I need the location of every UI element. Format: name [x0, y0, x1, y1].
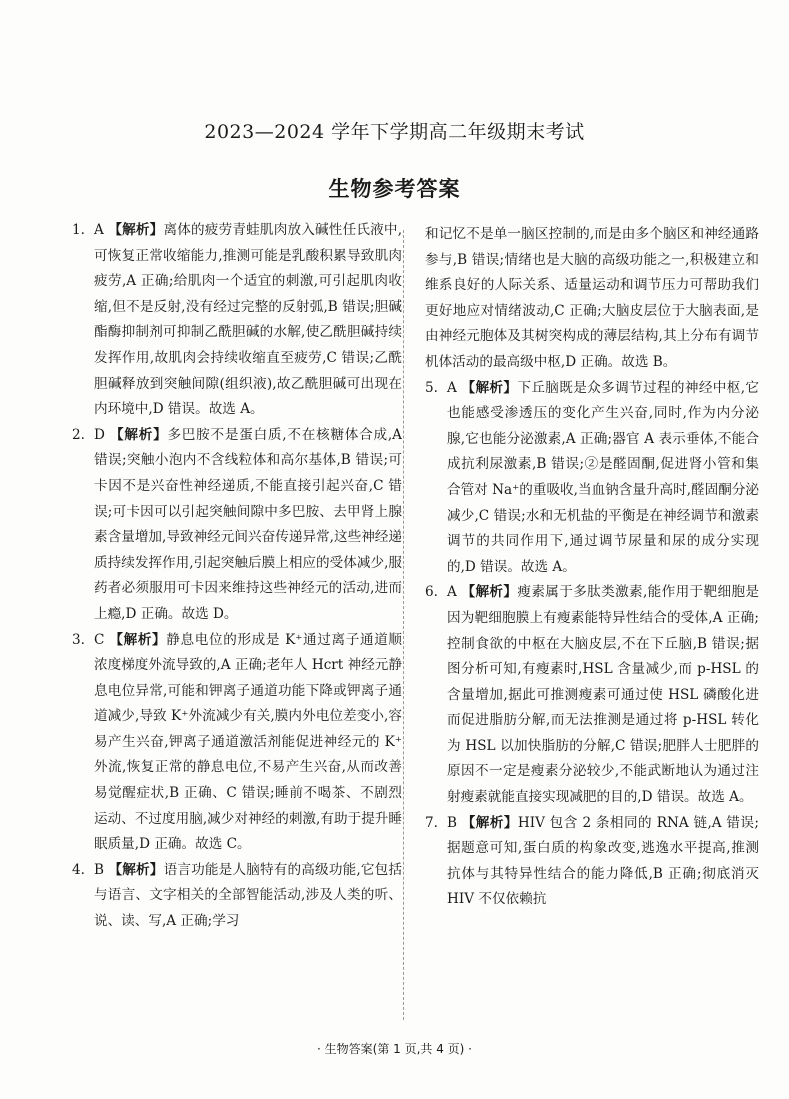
analysis-text: 静息电位的形成是 K⁺通过离子通道顺浓度梯度外流导致的,A 正确;老年人 Hcrt 神经元静息电位异常,可能和钾离子通道功能下降或钾离子通道减少,导致 K⁺外流减少有关,膜内外电位差变小,容易产生兴奋,钾离子通道激活剂能促进神经元的 K⁺外流,恢复正常的静息电位,不易产生兴奋,从而改善易觉醒症状,B 正确、C 错误;睡前不喝茶、不剧烈运动、不过度用脑,减少对神经的刺激,有助于提升睡眠质量,D 正确。故选 C。	[94, 631, 403, 853]
question-item	[72, 423, 402, 628]
question-answer: A	[447, 584, 457, 601]
analysis-tag: 【解析】	[461, 584, 518, 601]
analysis-tag: 【解析】	[108, 861, 164, 878]
analysis-text: HIV 包含 2 条相同的 RNA 链,A 错误;据题意可知,蛋白质的构象改变,逃逸水平提高,推测抗体与其特异性结合的能力降低,B 正确;彻底消灭 HIV 不仅依赖抗	[447, 814, 760, 908]
analysis-tag: 【解析】	[461, 814, 518, 831]
question-item	[72, 858, 402, 935]
analysis-text: 下丘脑既是众多调节过程的神经中枢,它也能感受渗透压的变化产生兴奋,同时,作为内分泌腺,它也能分泌激素,A 正确;器官 A 表示垂体,不能合成抗利尿激素,B 错误;②是醛固酮,促进肾小管和集合管对 Na⁺的重吸收,当血钠含量升高时,醛固酮分泌减少,C 错误;水和无机盐的平衡是在神经调节和激素调节的共同作用下,通过调节尿量和尿的成分实现的,D 错误。故选 A。	[447, 379, 760, 575]
question-item	[72, 628, 402, 858]
question-answer: B	[447, 814, 457, 831]
analysis-text: 多巴胺不是蛋白质,不在核糖体合成,A 错误;突触小泡内不含线粒体和高尔基体,B 错误;可卡因不是兴奋性神经递质,不能直接引起兴奋,C 错误;可卡因可以引起突触间隙中多巴胺、去甲肾上腺素含量增加,导致神经元间兴奋传递异常,这些神经递质持续发挥作用,引起突触后膜上相应的受体减少,服药者必须服用可卡因来维持这些神经元的活动,进而上瘾,D 正确。故选 D。	[94, 426, 403, 622]
question-item	[425, 580, 759, 810]
question-number: 6.	[425, 584, 438, 601]
question-answer: D	[94, 426, 105, 443]
question-number: 7.	[425, 814, 438, 831]
question-answer: A	[94, 222, 104, 238]
answer-key-title: 生物参考答案	[328, 177, 461, 201]
exam-title: 2023—2024 学年下学期高二年级期末考试	[204, 121, 585, 143]
question-number: 3.	[72, 631, 85, 648]
column-divider	[403, 230, 404, 1020]
analysis-text: 语言功能是人脑特有的高级功能,它包括与语言、文字相关的全部智能活动,涉及人类的听、说、读、写,A 正确;学习	[94, 861, 403, 930]
question-answer: A	[447, 379, 457, 396]
left-column	[72, 218, 402, 935]
question-continuation	[425, 222, 759, 376]
analysis-text: 瘦素属于多肽类激素,能作用于靶细胞是因为靶细胞膜上有瘦素能特异性结合的受体,A 正确;控制食欲的中枢在大脑皮层,不在下丘脑,B 错误;据图分析可知,有瘦素时,HSL 含量减少,而 p‑HSL 的含量增加,据此可推测瘦素可通过使 HSL 磷酸化进而促进脂肪分解,而无法推测是通过将 p‑HSL 转化为 HSL 以加快脂肪的分解,C 错误;肥胖人士肥胖的原因不一定是瘦素分泌较少,不能武断地认为通过注射瘦素就能直接实现减肥的目的,D 错误。故选 A。	[447, 584, 759, 806]
question-answer: B	[94, 861, 104, 878]
analysis-tag: 【解析】	[110, 426, 168, 443]
question-number: 4.	[72, 861, 85, 878]
question-item	[72, 218, 402, 423]
question-number: 2.	[72, 426, 85, 443]
analysis-tag: 【解析】	[109, 631, 167, 648]
question-item	[425, 376, 759, 581]
question-item	[425, 811, 759, 913]
question-number: 1.	[72, 222, 85, 238]
analysis-tag: 【解析】	[108, 222, 164, 238]
right-column	[425, 222, 759, 913]
analysis-text: 离体的疲劳青蛙肌肉放入碱性任氏液中,可恢复正常收缩能力,推测可能是乳酸积累导致肌肉疲劳,A 正确;给肌肉一个适宜的刺激,可引起肌肉收缩,但不是反射,没有经过完整的反射弧,B 错误;胆碱酯酶抑制剂可抑制乙酰胆碱的水解,使乙酰胆碱持续发挥作用,故肌肉会持续收缩直至疲劳,C 错误;乙酰胆碱释放到突触间隙(组织液),故乙酰胆碱可出现在内环境中,D 错误。故选 A。	[94, 222, 403, 418]
analysis-text: 和记忆不是单一脑区控制的,而是由多个脑区和神经通路参与,B 错误;情绪也是大脑的高级功能之一,积极建立和维系良好的人际关系、适量运动和调节压力可帮助我们更好地应对情绪波动,C 正确;大脑皮层位于大脑表面,是由神经元胞体及其树突构成的薄层结构,其上分布有调节机体活动的最高级中枢,D 正确。故选 B。	[425, 226, 759, 370]
question-number: 5.	[425, 379, 438, 396]
page-footer: · 生物答案(第 1 页,共 4 页) ·	[317, 1042, 472, 1056]
analysis-tag: 【解析】	[461, 379, 518, 396]
question-answer: C	[94, 631, 105, 648]
